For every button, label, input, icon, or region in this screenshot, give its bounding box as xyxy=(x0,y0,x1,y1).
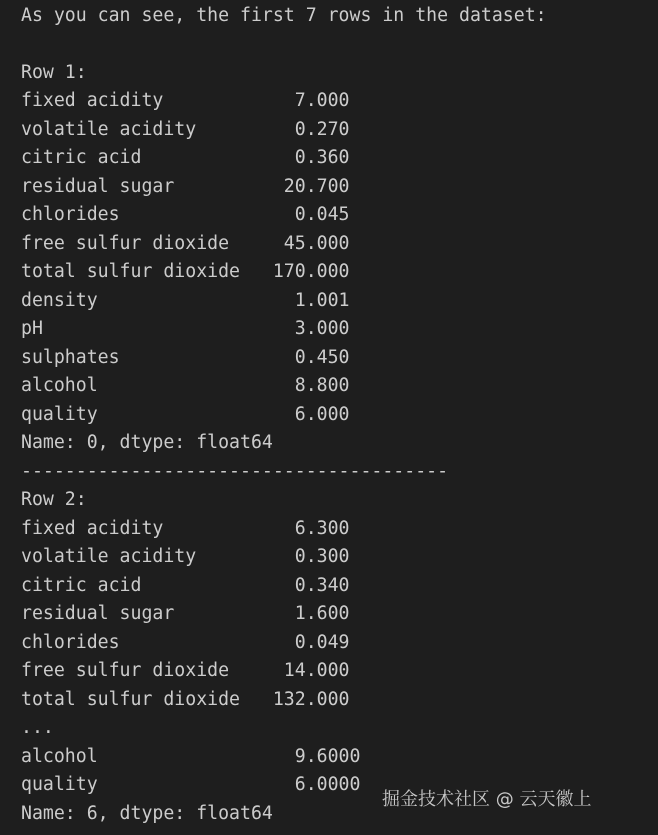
output-line: pH 3.000 xyxy=(21,318,350,339)
output-line: fixed acidity 6.300 xyxy=(21,518,350,539)
output-line: total sulfur dioxide 132.000 xyxy=(21,689,350,710)
separator-line: --------------------------------------- xyxy=(21,461,449,482)
output-line: quality 6.000 xyxy=(21,404,350,425)
output-line: quality 6.0000 xyxy=(21,774,361,795)
output-line: citric acid 0.360 xyxy=(21,147,350,168)
output-line: citric acid 0.340 xyxy=(21,575,350,596)
output-line: free sulfur dioxide 14.000 xyxy=(21,660,350,681)
output-line: Name: 6, dtype: float64 xyxy=(21,803,273,824)
output-line: density 1.001 xyxy=(21,290,350,311)
output-line: As you can see, the first 7 rows in the dataset: xyxy=(21,5,547,26)
output-line: fixed acidity 7.000 xyxy=(21,90,350,111)
output-line: chlorides 0.049 xyxy=(21,632,350,653)
output-line: total sulfur dioxide 170.000 xyxy=(21,261,350,282)
output-line: residual sugar 1.600 xyxy=(21,603,350,624)
output-line: residual sugar 20.700 xyxy=(21,176,350,197)
output-line: volatile acidity 0.270 xyxy=(21,119,350,140)
output-line: free sulfur dioxide 45.000 xyxy=(21,233,350,254)
ellipsis-line: ... xyxy=(21,717,54,738)
output-line: chlorides 0.045 xyxy=(21,204,350,225)
output-line: alcohol 8.800 xyxy=(21,375,350,396)
output-line: volatile acidity 0.300 xyxy=(21,546,350,567)
watermark: 掘金技术社区 @ 云天徽上 xyxy=(382,789,592,810)
output-line: Row 1: xyxy=(21,62,87,83)
output-line: alcohol 9.6000 xyxy=(21,746,361,767)
output-line: Row 2: xyxy=(21,489,87,510)
output-line: Name: 0, dtype: float64 xyxy=(21,432,273,453)
output-line: sulphates 0.450 xyxy=(21,347,350,368)
